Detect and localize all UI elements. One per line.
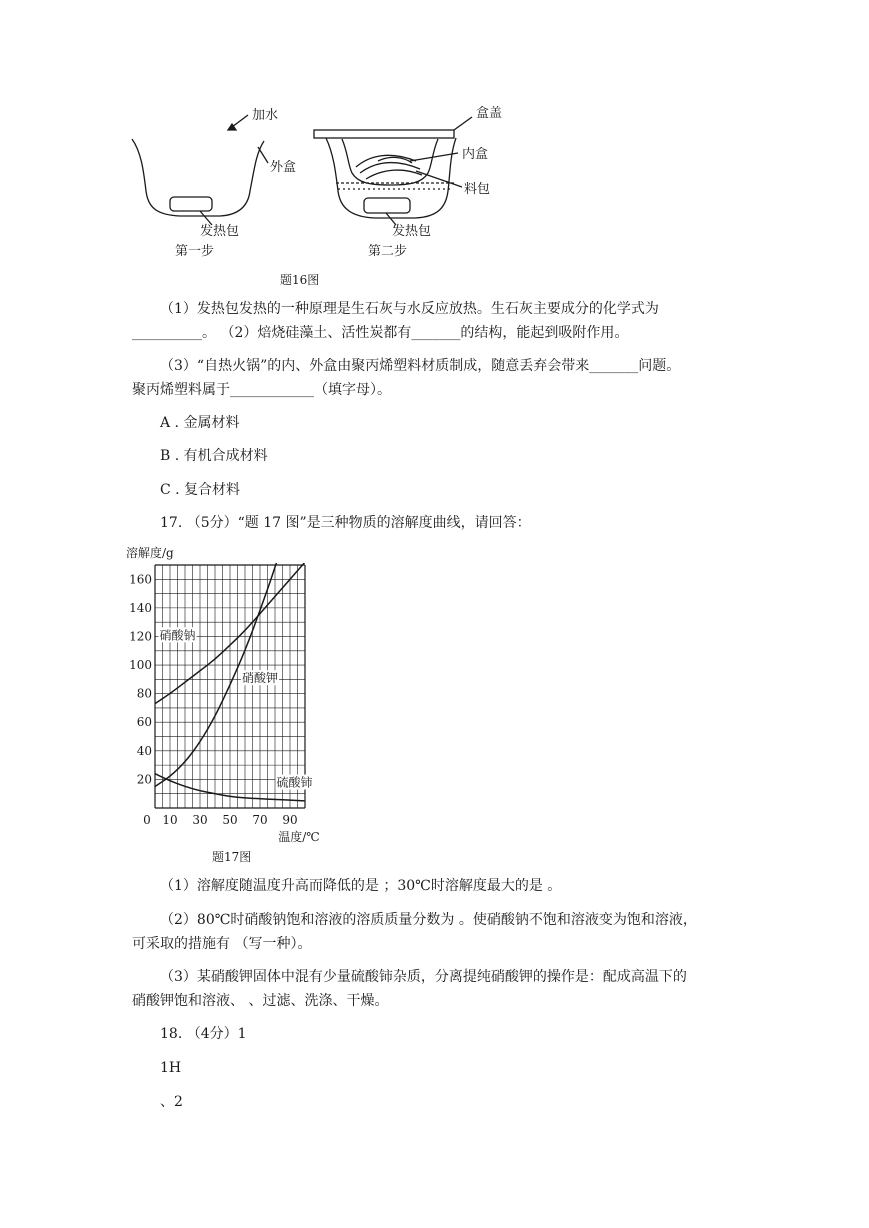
fig16-diagram xyxy=(120,95,540,265)
x-tick-label: 30 xyxy=(192,813,208,827)
solubility-chart xyxy=(126,543,326,843)
q18-line1: 18. （4分）1 xyxy=(160,1026,247,1042)
y-tick-label: 80 xyxy=(136,686,152,701)
series-label-0: 硝酸钠 xyxy=(159,628,196,643)
x-tick-label: 70 xyxy=(252,813,268,827)
x-tick-label: 90 xyxy=(282,813,298,827)
q17-p1: （1）溶解度随温度升高而降低的是 ；30℃时溶解度最大的是 。 xyxy=(160,878,562,894)
label-outer-box: 外盒 xyxy=(270,160,297,175)
heat-pack-step1 xyxy=(170,197,212,211)
label-step1: 第一步 xyxy=(175,244,215,259)
y-tick-label: 100 xyxy=(129,658,152,673)
q16-p3-line1: （3）“自热火锅”的内、外盒由聚丙烯塑料材质制成，随意丢弃会带来_______问题。 xyxy=(160,358,681,374)
y-tick-label: 60 xyxy=(136,715,152,730)
label-step2: 第二步 xyxy=(368,244,408,259)
fig16-caption: 题16图 xyxy=(280,273,320,287)
x-tick-label: 0 xyxy=(143,813,151,827)
outer-box-step1 xyxy=(132,139,264,216)
q17-intro: 17. （5分）“题 17 图”是三种物质的溶解度曲线，请回答： xyxy=(160,515,531,531)
label-lid: 盒盖 xyxy=(476,106,503,121)
q17-p2-line1: （2）80℃时硝酸钠饱和溶液的溶质质量分数为 。使硝酸钠不饱和溶液变为饱和溶液， xyxy=(160,912,697,928)
series-label-1: 硝酸钾 xyxy=(242,671,279,686)
q16-p1-line1: （1）发热包发热的一种原理是生石灰与水反应放热。生石灰主要成分的化学式为 xyxy=(160,301,659,317)
y-tick-label: 160 xyxy=(129,572,152,587)
lid xyxy=(314,130,454,138)
q18-line3: 、2 xyxy=(160,1094,183,1110)
label-heat-pack-2: 发热包 xyxy=(392,224,432,239)
label-heat-pack-1: 发热包 xyxy=(200,224,240,239)
heat-pack-step2 xyxy=(364,198,410,213)
y-tick-label: 140 xyxy=(129,600,152,615)
label-inner-box: 内盒 xyxy=(462,147,489,162)
label-material-pack: 料包 xyxy=(464,182,491,197)
y-tick-label: 120 xyxy=(129,629,152,644)
x-tick-label: 50 xyxy=(222,813,238,827)
y-axis-label: 溶解度/g xyxy=(126,546,174,560)
q16-option-b: B . 有机合成材料 xyxy=(160,448,268,464)
q16-option-a: A . 金属材料 xyxy=(160,415,240,431)
x-tick-label: 10 xyxy=(162,813,178,827)
y-tick-label: 20 xyxy=(136,772,152,787)
q17-p3-line2: 硝酸钾饱和溶液、 、过滤、洗涤、干燥。 xyxy=(132,993,389,1009)
label-add-water: 加水 xyxy=(252,108,279,123)
x-axis-label: 温度/℃ xyxy=(278,830,320,843)
q18-line2: 1H xyxy=(160,1060,182,1076)
q16-p1-line2: __________。 （2）焙烧硅藻土、活性炭都有_______的结构，能起到吸附作用。 xyxy=(132,325,629,341)
series-label-2: 硫酸铈 xyxy=(276,775,313,790)
q16-p3-line2: 聚丙烯塑料属于____________（填字母）。 xyxy=(132,382,391,398)
y-tick-label: 40 xyxy=(136,743,152,758)
q17-p2-line2: 可采取的措施有 （写一种）。 xyxy=(132,936,312,952)
q16-option-c: C . 复合材料 xyxy=(160,482,241,498)
fig17-caption: 题17图 xyxy=(212,850,252,864)
q17-p3-line1: （3）某硝酸钾固体中混有少量硫酸铈杂质，分离提纯硝酸钾的操作是：配成高温下的 xyxy=(160,969,687,985)
